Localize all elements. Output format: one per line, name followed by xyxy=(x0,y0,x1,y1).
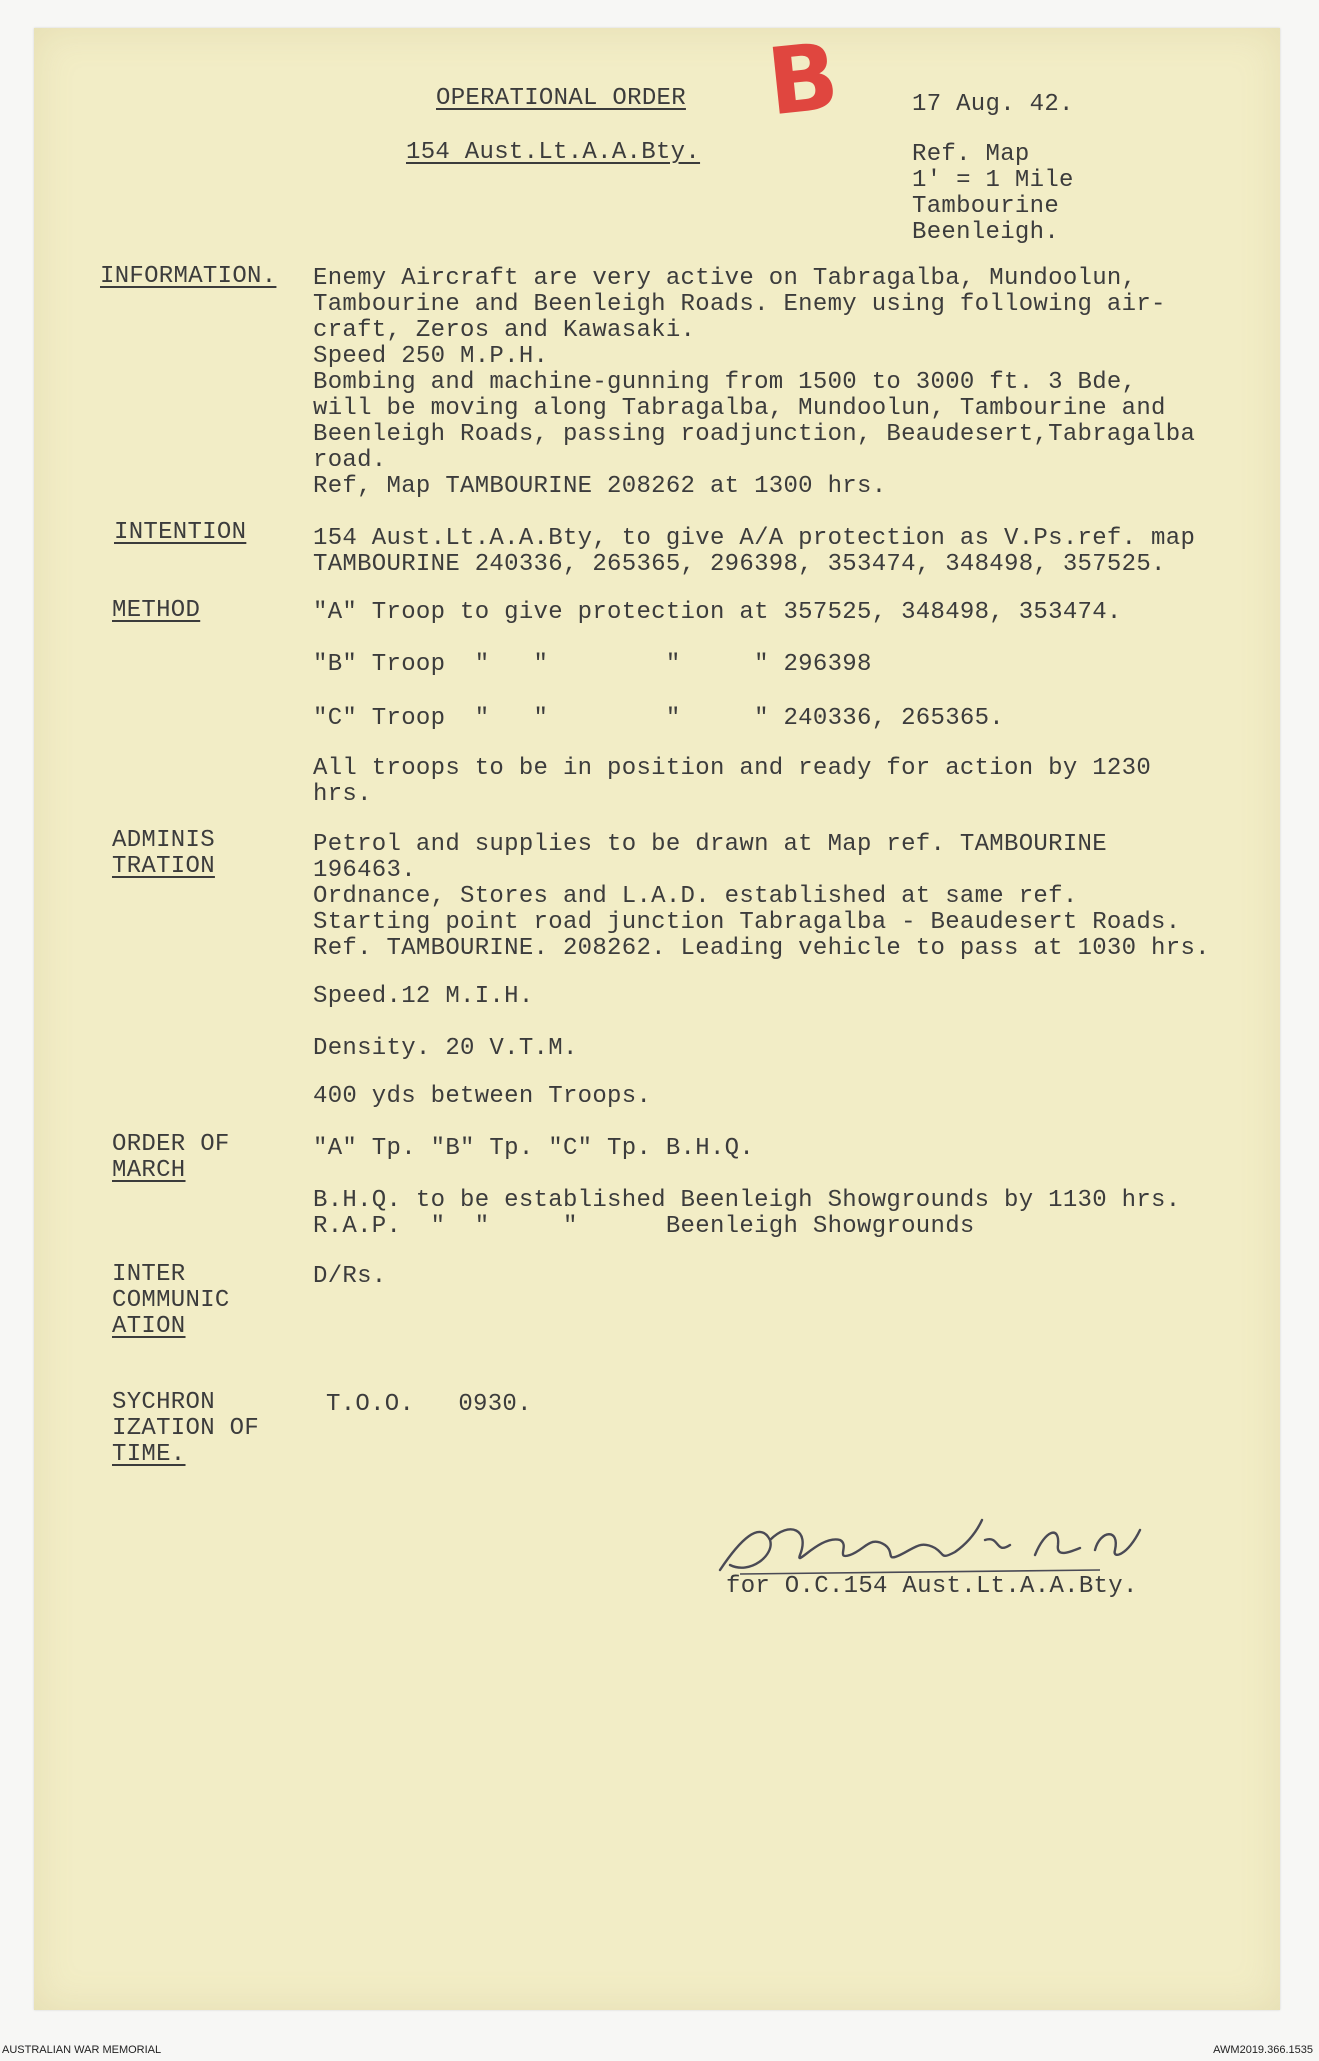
intention-heading: INTENTION xyxy=(114,519,247,546)
order-of-march-line: "A" Tp. "B" Tp. "C" Tp. B.H.Q. xyxy=(313,1135,755,1162)
administration-line: Starting point road junction Tabragalba - Beaudesert Roads. xyxy=(313,909,1181,936)
synchronization-line: T.O.O. 0930. xyxy=(326,1391,532,1418)
intention-line: TAMBOURINE 240336, 265365, 296398, 353474, 348498, 357525. xyxy=(313,551,1166,578)
footer-left: AUSTRALIAN WAR MEMORIAL xyxy=(2,2044,162,2056)
method-heading: METHOD xyxy=(112,597,201,624)
administration-speed: Speed.12 M.I.H. xyxy=(313,983,534,1010)
information-line: Tambourine and Beenleigh Roads. Enemy using following air- xyxy=(313,291,1166,318)
order-of-march-rap: R.A.P. " " " Beenleigh Showgrounds xyxy=(313,1213,975,1240)
administration-line: Ref. TAMBOURINE. 208262. Leading vehicle to pass at 1030 hrs. xyxy=(313,935,1210,962)
intercommunication-heading: ATION xyxy=(112,1313,186,1340)
map-ref-line-2: 1' = 1 Mile xyxy=(912,167,1074,194)
order-of-march-heading: ORDER OF xyxy=(112,1131,230,1158)
administration-line: Petrol and supplies to be drawn at Map ref. TAMBOURINE xyxy=(313,831,1107,858)
information-line: Speed 250 M.P.H. xyxy=(313,343,549,370)
synchronization-heading: IZATION OF xyxy=(112,1415,260,1442)
information-line: will be moving along Tabragalba, Mundoolun, Tambourine and xyxy=(313,395,1166,422)
information-line: road. xyxy=(313,447,387,474)
method-troop-b: "B" Troop " " " " 296398 xyxy=(313,651,872,678)
information-line: Bombing and machine-gunning from 1500 to 3000 ft. 3 Bde, xyxy=(313,369,1137,396)
document-date: 17 Aug. 42. xyxy=(912,91,1074,118)
intercommunication-line: D/Rs. xyxy=(313,1263,387,1290)
order-of-march-heading: MARCH xyxy=(112,1157,186,1184)
synchronization-heading: TIME. xyxy=(112,1441,186,1468)
administration-heading: TRATION xyxy=(112,853,215,880)
administration-density: Density. 20 V.T.M. xyxy=(313,1035,578,1062)
intercommunication-heading: COMMUNIC xyxy=(112,1287,230,1314)
administration-line: 196463. xyxy=(313,857,416,884)
method-readiness: All troops to be in position and ready for action by 1230 xyxy=(313,755,1152,782)
unit-name: 154 Aust.Lt.A.A.Bty. xyxy=(406,139,701,166)
information-line: Beenleigh Roads, passing roadjunction, Beaudesert,Tabragalba xyxy=(313,421,1196,448)
method-troop-a: "A" Troop to give protection at 357525, 348498, 353474. xyxy=(313,599,1122,626)
information-line: Ref, Map TAMBOURINE 208262 at 1300 hrs. xyxy=(313,473,887,500)
stamp-letter: B xyxy=(762,22,844,137)
intercommunication-heading: INTER xyxy=(112,1261,186,1288)
signature-for: for O.C.154 Aust.Lt.A.A.Bty. xyxy=(726,1573,1138,1600)
order-of-march-bhq: B.H.Q. to be established Beenleigh Showgrounds by 1130 hrs. xyxy=(313,1187,1181,1214)
information-heading: INFORMATION. xyxy=(100,263,277,290)
intention-line: 154 Aust.Lt.A.A.Bty, to give A/A protection as V.Ps.ref. map xyxy=(313,525,1196,552)
map-ref-line-1: Ref. Map xyxy=(912,141,1030,168)
administration-line: Ordnance, Stores and L.A.D. established at same ref. xyxy=(313,883,1078,910)
map-ref-line-3: Tambourine xyxy=(912,193,1060,220)
document-title: OPERATIONAL ORDER xyxy=(436,85,686,112)
footer-right: AWM2019.366.1535 xyxy=(1213,2044,1313,2056)
information-line: Enemy Aircraft are very active on Tabragalba, Mundoolun, xyxy=(313,265,1137,292)
administration-spacing: 400 yds between Troops. xyxy=(313,1083,652,1110)
administration-heading: ADMINIS xyxy=(112,827,215,854)
synchronization-heading: SYCHRON xyxy=(112,1389,215,1416)
information-line: craft, Zeros and Kawasaki. xyxy=(313,317,696,344)
map-ref-line-4: Beenleigh. xyxy=(912,219,1060,246)
method-readiness: hrs. xyxy=(313,781,372,808)
method-troop-c: "C" Troop " " " " 240336, 265365. xyxy=(313,705,1005,732)
